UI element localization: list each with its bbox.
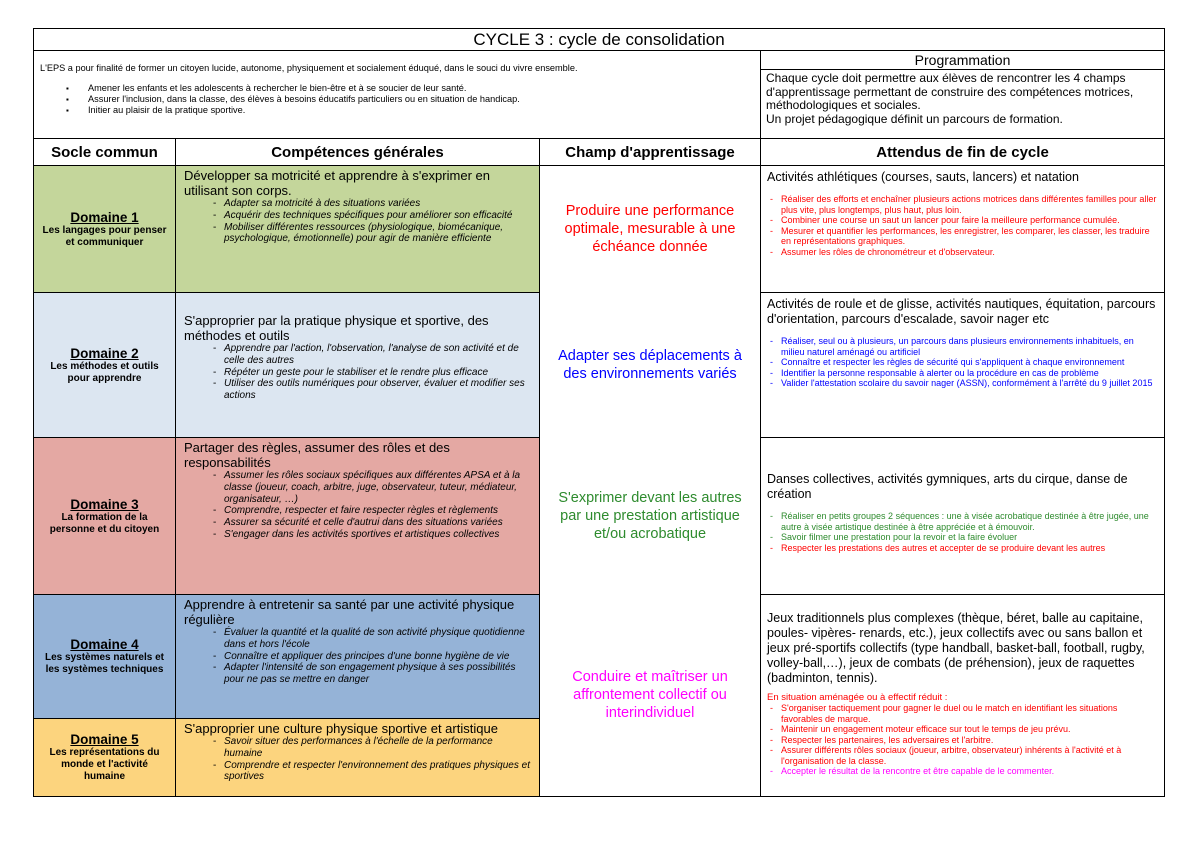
- competence-3-cell: [176, 438, 540, 595]
- attendus-item: - Valider l'attestation scolaire du savoir nager (ASSN), conformément à l'arrêté du 9 juillet 2015: [781, 378, 1158, 389]
- intro-bullet: ▪ Initier au plaisir de la pratique sportive.: [88, 105, 754, 116]
- attendus-main: Activités de roule et de glisse, activités nautiques, équitation, parcours d'orientation, parcours d'escalade, savoir nager etc: [767, 297, 1156, 326]
- intro-section: [34, 51, 761, 139]
- attendus-1-cell: [761, 166, 1165, 293]
- competence-1-cell: [176, 166, 540, 293]
- champ-3: S'exprimer devant les autres par une prestation artistique et/ou acrobatique: [540, 438, 761, 595]
- domaine-desc: La formation de la personne et du citoyen: [49, 511, 160, 535]
- domaine-desc: Les langages pour penser et communiquer: [42, 224, 167, 248]
- intro-text: L'EPS a pour finalité de former un citoyen lucide, autonome, physiquement et socialement éduqué, dans le souci du vivre ensemble.: [40, 63, 578, 73]
- attendus-3-cell: [761, 438, 1165, 595]
- competence-item: - Adapter l'intensité de son engagement physique à ses possibilités pour ne pas se mettre en danger: [224, 662, 531, 686]
- competence-item: - Connaître et appliquer des principes d'une bonne hygiène de vie: [224, 651, 531, 663]
- programmation-section: [761, 51, 1165, 139]
- attendus-item: - Réaliser en petits groupes 2 séquences : une à visée acrobatique destinée à être jugée, une autre à visée artistique destinée à être appréciée et à émouvoir.: [781, 511, 1158, 532]
- attendus-item: - Connaître et respecter les règles de sécurité qui s'appliquent à chaque environnement: [781, 357, 1158, 368]
- attendus-main: Activités athlétiques (courses, sauts, lancers) et natation: [767, 170, 1079, 184]
- competence-item: - Répéter un geste pour le stabiliser et le rendre plus efficace: [224, 367, 531, 379]
- attendus-item: - Accepter le résultat de la rencontre et être capable de le commenter.: [781, 766, 1158, 777]
- domaine-desc: Les méthodes et outils pour apprendre: [50, 360, 159, 384]
- page: [33, 28, 1164, 808]
- competence-item: - Assumer les rôles sociaux spécifiques aux différentes APSA et à la classe (joueur, coach, arbitre, juge, observateur, tuteur, médiateur, organisateur, …): [224, 470, 531, 505]
- competence-item: - Adapter sa motricité à des situations variées: [224, 198, 531, 210]
- header-socle: Socle commun: [34, 139, 176, 166]
- competence-item: - Comprendre et respecter l'environnement des pratiques physiques et sportives: [224, 760, 531, 784]
- header-competences: Compétences générales: [176, 139, 540, 166]
- programmation-title: Programmation: [761, 51, 1164, 70]
- competence-main: Développer sa motricité et apprendre à s'exprimer en utilisant son corps.: [184, 168, 490, 198]
- competence-item: - S'engager dans les activités sportives et artistiques collectives: [224, 529, 531, 541]
- competence-item: - Utiliser des outils numériques pour observer, évaluer et modifier ses actions: [224, 378, 531, 402]
- competence-item: - Assurer sa sécurité et celle d'autrui dans des situations variées: [224, 517, 531, 529]
- domaine-title: Domaine 5: [70, 732, 139, 747]
- domaine-title: Domaine 1: [70, 209, 139, 225]
- competence-list: [184, 627, 531, 686]
- attendus-sub: En situation aménagée ou à effectif réduit :: [767, 692, 948, 703]
- attendus-item: - Assurer différents rôles sociaux (joueur, arbitre, observateur) inhérents à l'activité et à l'organisation de la classe.: [781, 745, 1158, 766]
- domaine-5-cell: [34, 719, 176, 797]
- header-champ: Champ d'apprentissage: [540, 139, 761, 166]
- competence-item: - Mobiliser différentes ressources (physiologique, biomécanique, psychologique, émotionnelle) pour agir de manière efficiente: [224, 222, 531, 246]
- attendus-item: - Combiner une course un saut un lancer pour faire la meilleure performance cumulée.: [781, 215, 1158, 226]
- attendus-list: [767, 336, 1158, 389]
- attendus-list: [767, 511, 1158, 553]
- competence-item: - Acquérir des techniques spécifiques pour améliorer son efficacité: [224, 210, 531, 222]
- competence-main: Partager des règles, assumer des rôles et des responsabilités: [184, 440, 450, 470]
- intro-list: [40, 83, 754, 116]
- attendus-list: [767, 194, 1158, 257]
- page-title: CYCLE 3 : cycle de consolidation: [34, 29, 1165, 51]
- attendus-item: - Réaliser des efforts et enchaîner plusieurs actions motrices dans différentes familles pour aller plus vite, plus longtemps, plus haut, plus loin.: [781, 194, 1158, 215]
- header-attendus: Attendus de fin de cycle: [761, 139, 1165, 166]
- attendus-list: [767, 703, 1158, 777]
- domaine-desc: Les systèmes naturels et les systèmes techniques: [45, 652, 164, 675]
- competence-main: S'approprier par la pratique physique et sportive, des méthodes et outils: [184, 313, 489, 343]
- attendus-main: Danses collectives, activités gymniques, arts du cirque, danse de création: [767, 472, 1128, 501]
- cycle-table: [33, 28, 1165, 797]
- competence-item: - Évaluer la quantité et la qualité de son activité physique quotidienne dans et hors l'école: [224, 627, 531, 651]
- attendus-2-cell: [761, 293, 1165, 438]
- competence-list: [184, 198, 531, 245]
- attendus-item: - S'organiser tactiquement pour gagner le duel ou le match en identifiant les situations favorables de marque.: [781, 703, 1158, 724]
- programmation-text-2: Un projet pédagogique définit un parcours de formation.: [766, 111, 1063, 126]
- attendus-item: - Maintenir un engagement moteur efficace sur tout le temps de jeu prévu.: [781, 724, 1158, 735]
- domaine-2-cell: [34, 293, 176, 438]
- attendus-main: Jeux traditionnels plus complexes (thèque, béret, balle au capitaine, poules- vipères- renards, etc.), jeux collectifs avec ou sans ballon et jeux pré-sportifs collectifs (type handball, basket-ball, football, rugby, volley-ball,…), jeux de combats (de préhension), jeux de raquettes (badminton, tennis).: [767, 611, 1145, 685]
- programmation-text-1: Chaque cycle doit permettre aux élèves de rencontrer les 4 champs d'apprentissage permettant de construire des compétences motrices, méthodologiques et sociales.: [766, 71, 1134, 112]
- domaine-3-cell: [34, 438, 176, 595]
- domaine-title: Domaine 3: [70, 496, 139, 512]
- competence-2-cell: [176, 293, 540, 438]
- competence-list: [184, 470, 531, 541]
- competence-4-cell: [176, 595, 540, 719]
- programmation-text: [761, 70, 1164, 128]
- attendus-item: - Respecter les prestations des autres et accepter de se produire devant les autres: [781, 543, 1158, 554]
- intro-bullet: ▪ Amener les enfants et les adolescents à rechercher le bien-être et à se soucier de leur santé.: [88, 83, 754, 94]
- attendus-item: - Assumer les rôles de chronométreur et d'observateur.: [781, 247, 1158, 258]
- attendus-item: - Savoir filmer une prestation pour la revoir et la faire évoluer: [781, 532, 1158, 543]
- competence-item: - Savoir situer des performances à l'échelle de la performance humaine: [224, 736, 531, 760]
- domaine-title: Domaine 4: [70, 637, 139, 652]
- attendus-item: - Identifier la personne responsable à alerter ou la procédure en cas de problème: [781, 368, 1158, 379]
- competence-item: - Comprendre, respecter et faire respecter règles et règlements: [224, 505, 531, 517]
- domaine-4-cell: [34, 595, 176, 719]
- champ-1: Produire une performance optimale, mesurable à une échéance donnée: [540, 166, 761, 293]
- competence-main: Apprendre à entretenir sa santé par une activité physique régulière: [184, 597, 515, 627]
- attendus-item: - Réaliser, seul ou à plusieurs, un parcours dans plusieurs environnements inhabituels, en milieu naturel aménagé ou artificiel: [781, 336, 1158, 357]
- domaine-title: Domaine 2: [70, 345, 139, 361]
- competence-list: [184, 736, 531, 783]
- competence-5-cell: [176, 719, 540, 797]
- attendus-item: - Mesurer et quantifier les performances, les enregistrer, les comparer, les classer, les traduire en représentations graphiques.: [781, 226, 1158, 247]
- champ-4: Conduire et maîtriser un affrontement collectif ou interindividuel: [540, 595, 761, 797]
- competence-item: - Apprendre par l'action, l'observation, l'analyse de son activité et de celle des autres: [224, 343, 531, 367]
- attendus-4-cell: [761, 595, 1165, 797]
- champ-2: Adapter ses déplacements à des environnements variés: [540, 293, 761, 438]
- domaine-desc: Les représentations du monde et l'activité humaine: [49, 747, 160, 782]
- attendus-item: - Respecter les partenaires, les adversaires et l'arbitre.: [781, 735, 1158, 746]
- domaine-1-cell: [34, 166, 176, 293]
- intro-bullet: ▪ Assurer l'inclusion, dans la classe, des élèves à besoins éducatifs particuliers ou en situation de handicap.: [88, 94, 754, 105]
- competence-list: [184, 343, 531, 402]
- competence-main: S'approprier une culture physique sportive et artistique: [184, 721, 498, 736]
